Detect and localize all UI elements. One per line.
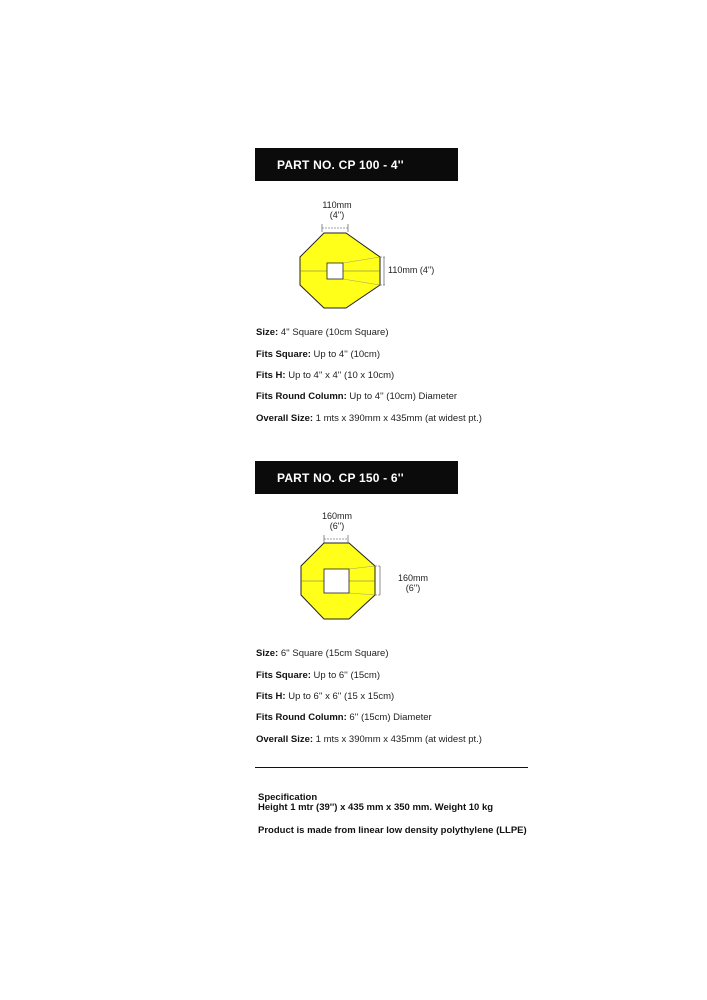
height-inches: (6''): [405, 583, 421, 593]
product-2-height-label: [391, 573, 435, 593]
product-2-header: [255, 461, 458, 494]
product-2-octagon-drawing: [255, 507, 515, 637]
product-1-spec-size: [256, 327, 388, 338]
spec-value: Up to 4'' (10cm) Diameter: [346, 391, 458, 402]
spec-label: Fits Round Column:: [256, 391, 347, 402]
product-1-spec-fits-h: [256, 370, 394, 381]
spec-label: Size:: [256, 327, 279, 338]
product-2-spec-fits-round: [256, 712, 432, 723]
spec-label: Fits Square:: [256, 670, 311, 681]
spec-value: Up to 6'' (15cm): [310, 670, 380, 681]
product-2-spec-fits-square: [256, 670, 380, 681]
product-2-diagram: [255, 507, 515, 637]
product-1-diagram: [255, 195, 515, 325]
spec-label: Overall Size:: [256, 413, 314, 424]
product-1-header-text: PART NO. CP 100 - 4'': [277, 157, 404, 172]
product-1-spec-overall: [256, 413, 482, 424]
center-square: [324, 569, 349, 593]
spec-value: 1 mts x 390mm x 435mm (at widest pt.): [313, 413, 482, 424]
product-1-spec-fits-square: [256, 349, 380, 360]
product-2-spec-size: [256, 648, 388, 659]
spec-value: Up to 6'' x 6'' (15 x 15cm): [285, 691, 395, 702]
spec-value: 6'' Square (15cm Square): [278, 648, 389, 659]
spec-value: Up to 4'' (10cm): [310, 349, 380, 360]
product-1-height-label: 110mm (4''): [388, 265, 435, 275]
spec-value: 6'' (15cm) Diameter: [346, 712, 432, 723]
spec-label: Overall Size:: [256, 734, 314, 745]
width-inches: (6''): [329, 521, 345, 531]
height-value: 160mm: [397, 573, 428, 583]
specification-title: Specification: [258, 792, 318, 803]
spec-value: 1 mts x 390mm x 435mm (at widest pt.): [313, 734, 482, 745]
center-square: [327, 263, 343, 279]
material-note: Product is made from linear low density polythylene (LLPE): [258, 825, 527, 836]
width-inches: (4''): [329, 210, 345, 220]
product-1-octagon-drawing: [255, 195, 515, 325]
spec-label: Fits H:: [256, 691, 286, 702]
product-1-spec-fits-round: [256, 391, 457, 402]
spec-label: Fits Square:: [256, 349, 311, 360]
spec-label: Fits H:: [256, 370, 286, 381]
spec-value: 4'' Square (10cm Square): [278, 327, 389, 338]
product-2-spec-overall: [256, 734, 482, 745]
spec-value: Up to 4'' x 4'' (10 x 10cm): [285, 370, 395, 381]
divider: [255, 767, 528, 768]
spec-label: Size:: [256, 648, 279, 659]
spec-label: Fits Round Column:: [256, 712, 347, 723]
product-1-header: [255, 148, 458, 181]
product-2-spec-fits-h: [256, 691, 394, 702]
product-2-header-text: PART NO. CP 150 - 6'': [277, 470, 404, 485]
width-value: 110mm: [322, 200, 352, 210]
specification-line: Height 1 mtr (39'') x 435 mm x 350 mm. Weight 10 kg: [258, 802, 494, 813]
width-value: 160mm: [321, 511, 352, 521]
